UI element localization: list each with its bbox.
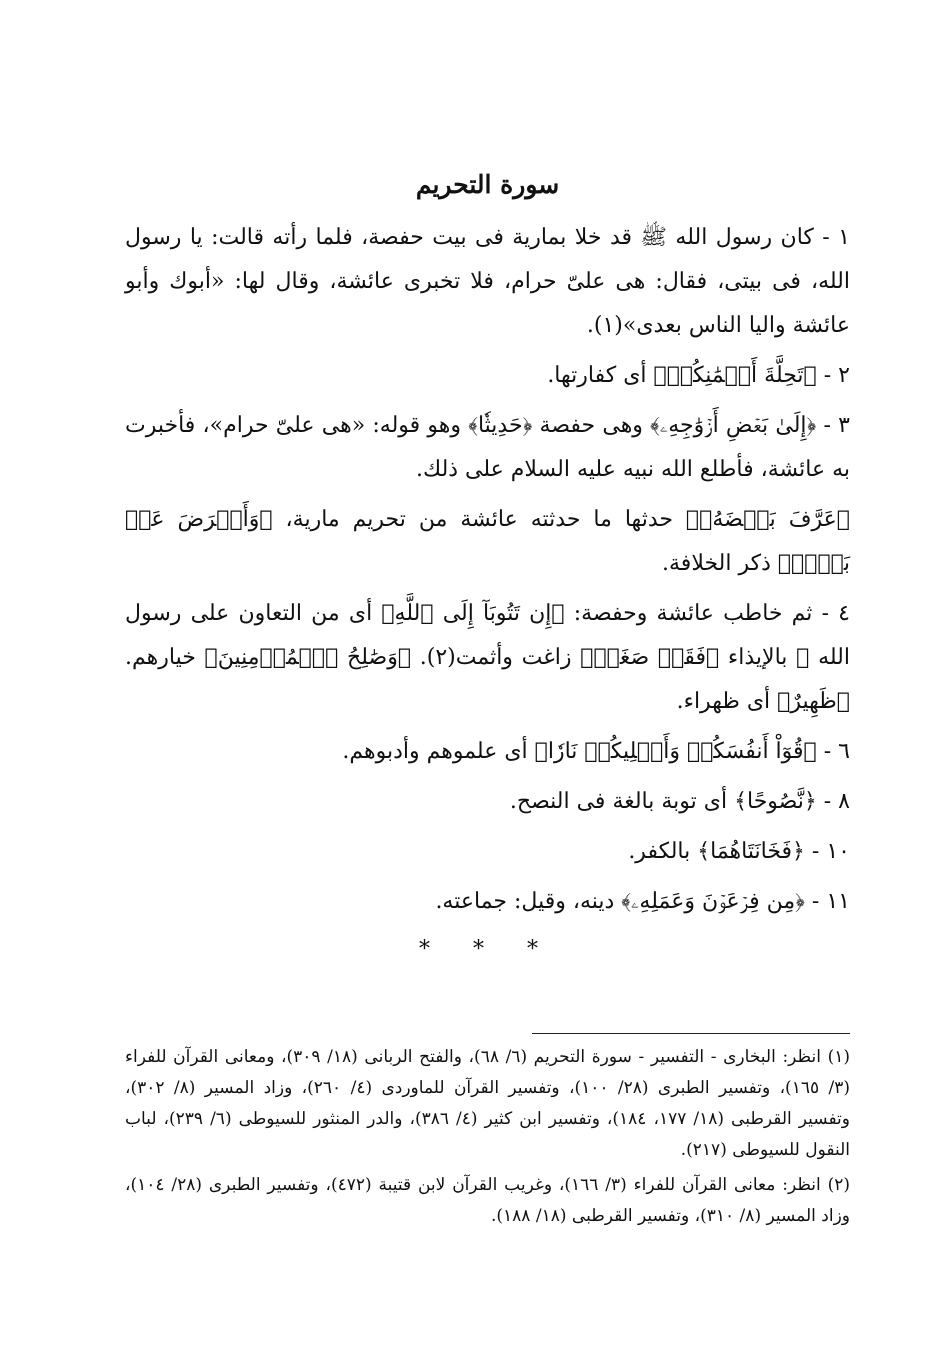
paragraph-6: ٦ - ﴿قُوٓاْ أَنفُسَكُمۡ وَأَهۡلِيكُمۡ نَارٗا﴾ أى علموهم وأدبوهم. — [342, 739, 850, 764]
footnotes — [125, 1042, 850, 1236]
paragraph-4: ٤ - ثم خاطب عائشة وحفصة: ﴿إِن تَتُوبَآ إِلَى ٱللَّهِ﴾ أى من التعاون على رسول الله ﷺ بالإيذاء ﴿فَقَدۡ صَغَتۡ﴾ زاغت وأثمت(٢). ﴿وَصَٰلِحُ ٱلۡمُؤۡمِنِينَ﴾ خيارهم. ﴿ظَهِيرٌ﴾ أى ظهراء. — [125, 601, 850, 714]
page-title: سورة التحريم — [415, 170, 560, 199]
footnote-2: (٢) انظر: معانى القرآن للفراء (٣/ ١٦٦)، وغريب القرآن لابن قتيبة (٤٧٢)، وتفسير الطبرى (٢٨/ ١٠٤)، وزاد المسير (٨/ ٣١٠)، وتفسير القرطبى (١٨/ ١٨٨). — [125, 1175, 850, 1226]
paragraph-1: ١ - كان رسول الله ﷺ قد خلا بمارية فى بيت حفصة، فلما رأته قالت: يا رسول الله، فى بيتى، فقال: هى علىّ حرام، فلا تخبرى عائشة، وقال لها: «أبوك وأبو عائشة واليا الناس بعدى»(١). — [125, 225, 850, 338]
footnote-1: (١) انظر: البخارى - التفسير - سورة التحريم (٦/ ٦٨)، والفتح الربانى (١٨/ ٣٠٩)، ومعانى القرآن للفراء (٣/ ١٦٥)، وتفسير الطبرى (٢٨/ ١٠٠)، وتفسير القرآن للماوردى (٤/ ٢٦٠)، وزاد المسير (٨/ ٣٠٢)، وتفسير القرطبى (١٨/ ١٧٧، ١٨٤)، وتفسير ابن كثير (٤/ ٣٨٦)، والدر المنثور للسيوطى (٦/ ٢٣٩)، لباب النقول للسيوطى (٢١٧). — [125, 1047, 850, 1160]
main-text — [125, 216, 850, 924]
paragraph-11: ١١ - ﴿مِن فِرۡعَوۡنَ وَعَمَلِهِۦ﴾ دينه، وقيل: جماعته. — [435, 889, 850, 914]
paragraph-8: ٨ - ﴿نَّصُوحًا﴾ أى توبة بالغة فى النصح. — [509, 789, 850, 814]
page-body — [125, 160, 850, 970]
paragraph-10: ١٠ - ﴿فَخَانَتَاهُمَا﴾ بالكفر. — [628, 839, 850, 864]
paragraph-3: ٣ - ﴿إِلَىٰ بَعۡضِ أَزۡوَٰجِهِۦ﴾ وهى حفصة ﴿حَدِيثٗا﴾ وهو قوله: «هى علىّ حرام»، فأخبرت به عائشة، فأطلع الله نبيه عليه السلام على ذلك. — [125, 413, 850, 482]
paragraph-2: ٢ - ﴿تَحِلَّةَ أَيۡمَٰنِكُمۡ﴾ أى كفارتها. — [547, 363, 850, 388]
footnote-divider — [532, 1033, 850, 1034]
section-separator: * * * — [419, 937, 556, 962]
paragraph-3-continued: ﴿عَرَّفَ بَعۡضَهُۥ﴾ حدثها ما حدثته عائشة من تحريم مارية، ﴿وَأَعۡرَضَ عَنۢ بَعۡضٖ﴾ ذكر الخلافة. — [125, 507, 850, 576]
